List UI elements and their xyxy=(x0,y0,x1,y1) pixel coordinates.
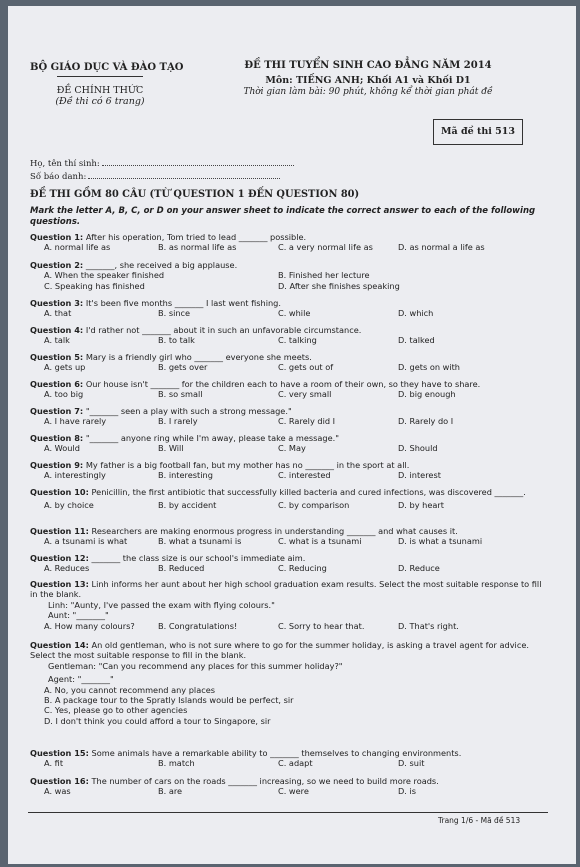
name-dots xyxy=(102,165,294,166)
header-right xyxy=(208,60,528,97)
question-text: "_______ anyone ring while I'm away, please take a message." xyxy=(85,433,340,443)
question-label: Question 6: xyxy=(30,379,84,389)
question-1 xyxy=(30,232,545,253)
question-11 xyxy=(30,526,545,547)
option-b: B. interesting xyxy=(158,470,213,481)
question-3 xyxy=(30,298,545,319)
option-d: D. which xyxy=(398,308,434,319)
option-c: C. a very normal life as xyxy=(278,242,373,253)
option-d: D. talked xyxy=(398,335,435,346)
option-c: C. Yes, please go to other agencies xyxy=(44,705,188,716)
id-dots xyxy=(88,178,280,179)
option-b: B. by accident xyxy=(158,500,217,511)
dialog-line: Aunt: "_______" xyxy=(48,610,109,621)
question-2 xyxy=(30,260,545,291)
question-label: Question 7: xyxy=(30,406,84,416)
question-8 xyxy=(30,433,545,454)
option-d: D. I don't think you could afford a tour to Singapore, sir xyxy=(44,715,271,726)
option-c: C. Sorry to hear that. xyxy=(278,620,365,631)
exam-subject: Môn: TIẾNG ANH; Khối A1 và Khối D1 xyxy=(265,75,471,86)
option-b: B. I rarely xyxy=(158,416,198,427)
question-label: Question 2: xyxy=(30,260,84,270)
question-label: Question 9: xyxy=(30,460,84,470)
option-d: D. gets on with xyxy=(398,362,460,373)
exam-code-box: Mã đề thi 513 xyxy=(433,119,523,145)
header-rule xyxy=(57,76,143,77)
question-text: Some animals have a remarkable ability to _______ themselves to changing environments. xyxy=(91,748,462,758)
option-a: A. was xyxy=(44,786,71,797)
option-d: D. big enough xyxy=(398,389,456,400)
question-label: Question 14: xyxy=(30,640,89,650)
question-label: Question 13: xyxy=(30,579,89,589)
exam-time: Thời gian làm bài: 90 phút, không kể thời gian phát đề xyxy=(243,87,493,97)
option-c: C. Rarely did I xyxy=(278,416,336,427)
question-text: I'd rather not _______ about it in such an unfavorable circumstance. xyxy=(85,325,362,335)
exam-title: ĐỀ THI TUYỂN SINH CAO ĐẲNG NĂM 2014 xyxy=(244,60,492,71)
question-16 xyxy=(30,776,545,797)
option-a: A. that xyxy=(44,308,72,319)
option-b: B. what a tsunami is xyxy=(158,536,242,547)
dialog-line: Agent: "_______" xyxy=(48,674,114,685)
option-b: B. as normal life as xyxy=(158,242,237,253)
option-b: B. Reduced xyxy=(158,563,205,574)
ministry-name: BỘ GIÁO DỤC VÀ ĐÀO TẠO xyxy=(30,62,184,73)
option-d: D. That's right. xyxy=(398,620,459,631)
question-text: Linh informs her aunt about her high school graduation exam results. Select the most suitable response to fill in the blank. xyxy=(30,579,542,600)
option-d: D. suit xyxy=(398,758,425,769)
option-d: D. is what a tsunami xyxy=(398,536,483,547)
option-a: A. I have rarely xyxy=(44,416,107,427)
question-7 xyxy=(30,406,545,427)
option-a: A. When the speaker finished xyxy=(44,270,165,281)
question-label: Question 10: xyxy=(30,487,89,497)
dialog-line: Linh: "Aunty, I've passed the exam with flying colours." xyxy=(48,599,275,610)
option-c: C. what is a tsunami xyxy=(278,536,362,547)
option-d: D. Reduce xyxy=(398,563,440,574)
question-text: Mary is a friendly girl who _______ everyone she meets. xyxy=(85,352,312,362)
option-c: C. interested xyxy=(278,470,331,481)
option-c: C. gets out of xyxy=(278,362,334,373)
question-text: It's been five months _______ I last went fishing. xyxy=(85,298,281,308)
question-text: Our house isn't _______ for the children each to have a room of their own, so they have to share. xyxy=(85,379,481,389)
option-d: D. Should xyxy=(398,443,438,454)
option-d: D. as normal a life as xyxy=(398,242,485,253)
footer-rule xyxy=(28,812,548,813)
section-title: ĐỀ THI GỒM 80 CÂU (TỪ QUESTION 1 ĐẾN QUESTION 80) xyxy=(30,189,360,200)
option-a: A. Would xyxy=(44,443,80,454)
option-a: A. gets up xyxy=(44,362,86,373)
name-field xyxy=(30,159,294,169)
question-label: Question 4: xyxy=(30,325,84,335)
option-b: B. are xyxy=(158,786,183,797)
question-label: Question 8: xyxy=(30,433,84,443)
option-b: B. gets over xyxy=(158,362,208,373)
question-6 xyxy=(30,379,545,400)
option-c: C. Speaking has finished xyxy=(44,280,145,291)
option-b: B. Congratulations! xyxy=(158,620,238,631)
dialog-line: Gentleman: "Can you recommend any places for this summer holiday?" xyxy=(48,660,343,671)
option-b: B. since xyxy=(158,308,191,319)
name-label: Họ, tên thí sinh: xyxy=(30,159,100,169)
option-a: A. normal life as xyxy=(44,242,111,253)
option-a: A. too big xyxy=(44,389,84,400)
page-count: (Đề thi có 6 trang) xyxy=(55,96,145,107)
option-b: B. Finished her lecture xyxy=(278,270,370,281)
question-label: Question 1: xyxy=(30,232,84,242)
option-c: C. Reducing xyxy=(278,563,327,574)
question-10 xyxy=(30,487,545,511)
option-a: A. talk xyxy=(44,335,70,346)
option-d: D. is xyxy=(398,786,417,797)
official-label: ĐỀ CHÍNH THỨC xyxy=(56,85,144,96)
id-label: Số báo danh: xyxy=(30,172,87,182)
question-13 xyxy=(30,579,545,631)
option-a: A. interestingly xyxy=(44,470,106,481)
question-label: Question 16: xyxy=(30,776,89,786)
option-c: C. May xyxy=(278,443,306,454)
option-d: D. interest xyxy=(398,470,441,481)
question-12 xyxy=(30,553,545,574)
option-d: D. Rarely do I xyxy=(398,416,454,427)
question-15 xyxy=(30,748,545,769)
option-b: B. so small xyxy=(158,389,203,400)
question-label: Question 3: xyxy=(30,298,84,308)
question-label: Question 15: xyxy=(30,748,89,758)
option-c: C. by comparison xyxy=(278,500,350,511)
question-text: After his operation, Tom tried to lead _______ possible. xyxy=(85,232,307,242)
question-14 xyxy=(30,640,545,726)
option-d: D. by heart xyxy=(398,500,444,511)
question-text: An old gentleman, who is not sure where to go for the summer holiday, is asking a travel agent for advice. Select the most suitable response to fill in the blank. xyxy=(30,640,529,661)
page-footer: Trang 1/6 - Mã đề 513 xyxy=(438,816,521,825)
question-label: Question 5: xyxy=(30,352,84,362)
option-b: B. to talk xyxy=(158,335,195,346)
question-text: Researchers are making enormous progress in understanding _______ and what causes it. xyxy=(91,526,458,536)
option-c: C. while xyxy=(278,308,311,319)
id-field xyxy=(30,172,280,182)
option-c: C. adapt xyxy=(278,758,313,769)
question-5 xyxy=(30,352,545,373)
question-label: Question 12: xyxy=(30,553,89,563)
option-c: C. very small xyxy=(278,389,332,400)
option-b: B. match xyxy=(158,758,195,769)
question-text: The number of cars on the roads _______ increasing, so we need to build more roads. xyxy=(91,776,439,786)
exam-page xyxy=(8,6,576,864)
instruction: Mark the letter A, B, C, or D on your answer sheet to indicate the correct answer to each of the following questions. xyxy=(30,206,536,227)
option-a: A. by choice xyxy=(44,500,94,511)
question-text: _______, she received a big applause. xyxy=(85,260,238,270)
option-a: A. fit xyxy=(44,758,64,769)
option-b: B. Will xyxy=(158,443,184,454)
question-text: Penicillin, the first antibiotic that successfully killed bacteria and cured infections, was discovered _______. xyxy=(91,487,526,497)
option-a: A. How many colours? xyxy=(44,620,135,631)
question-4 xyxy=(30,325,545,346)
question-text: _______ the class size is our school's immediate aim. xyxy=(91,553,306,563)
option-c: C. talking xyxy=(278,335,317,346)
option-a: A. Reduces xyxy=(44,563,90,574)
option-a: A. a tsunami is what xyxy=(44,536,128,547)
question-label: Question 11: xyxy=(30,526,89,536)
option-d: D. After she finishes speaking xyxy=(278,280,400,291)
option-a: A. No, you cannot recommend any places xyxy=(44,684,216,695)
option-c: C. were xyxy=(278,786,309,797)
option-b: B. A package tour to the Spratly Islands would be perfect, sir xyxy=(44,695,294,706)
header-left xyxy=(30,62,184,107)
question-text: "_______ seen a play with such a strong message." xyxy=(85,406,292,416)
question-9 xyxy=(30,460,545,481)
question-text: My father is a big football fan, but my mother has no _______ in the sport at all. xyxy=(85,460,410,470)
